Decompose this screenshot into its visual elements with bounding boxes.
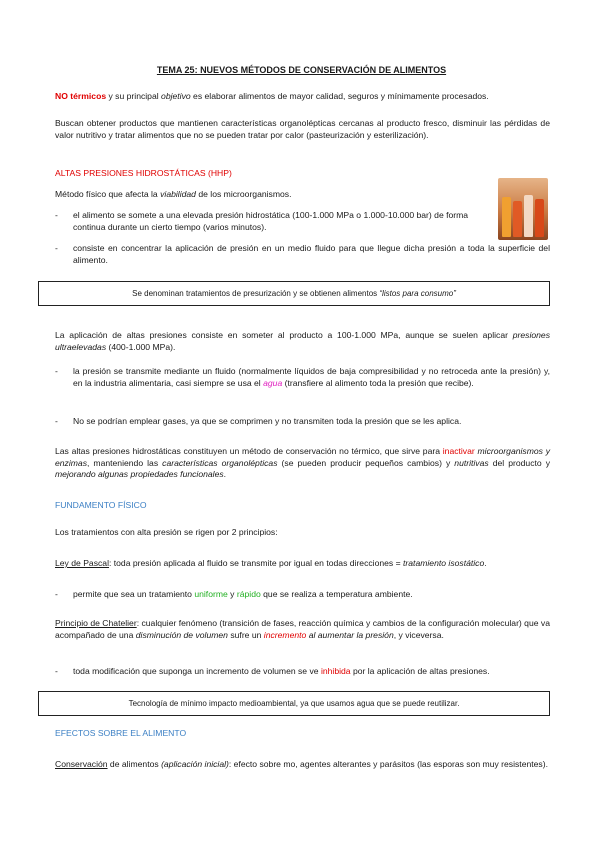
b3-end: (transfiere al alimento toda la presión que recibe). [282,377,474,388]
bullet-dash: - [55,210,58,220]
inactivar-highlight: inactivar [442,446,475,456]
chatelier-text: : cualquier fenómeno (transición de fases, reacción química y cambios de la configuración molecular) que va acompañado de una [55,618,550,640]
chatelier-end: , y viceversa. [393,629,444,640]
impacto-box: Tecnología de mínimo impacto medioambiental, ya que usamos agua que se puede reutilizar. [38,691,550,716]
hhp-paragraph-1 [55,330,550,353]
chatelier-label: Principio de Chatelier [55,618,137,628]
bottle-shape [535,199,544,237]
p1-end: (400-1.000 MPa). [106,341,176,352]
principio-chatelier [55,618,550,641]
p1-text: La aplicación de altas presiones consiste en someter al producto a 100-1.000 MPa, aunque se suelen aplicar [55,330,513,340]
hhp-paragraph-2 [55,446,550,481]
pascal-label: Ley de Pascal [55,558,109,568]
inhibida-highlight: inhibida [320,666,351,676]
bottle-shape [524,195,533,237]
agua-highlight: agua [263,377,283,388]
p2-text: . [223,469,227,479]
def-text-end: de los microorganismos. [195,189,292,199]
fundamento-bullet-2 [73,666,550,678]
viabilidad-italic: viabilidad [160,189,196,199]
bullet-dash: - [55,416,58,426]
p2-italic: nutritivas [454,457,489,468]
pascal-text: : toda presión aplicada al fluido se transmite por igual en todas direcciones = [108,558,404,568]
bullet-dash: - [55,589,58,599]
b2-end: por la aplicación de altas presiones. [350,666,490,676]
hhp-definition [55,189,485,201]
def-text: Método físico que afecta la [55,189,161,199]
hhp-heading: ALTAS PRESIONES HIDROSTÁTICAS (HHP) [55,168,232,178]
b1-text: y [227,589,237,599]
p2-italic: características organolépticas [162,457,278,468]
listos-italic: “listos para consumo” [379,289,456,298]
intro-text-end: es elaborar alimentos de mayor calidad, seguros y mínimamente procesados. [190,91,489,101]
bottles-photo [498,178,548,240]
uniforme-highlight: uniforme [194,589,228,599]
b2-text: toda modificación que suponga un incremento de volumen se ve [73,666,321,676]
box-text: Se denominan tratamientos de presurización y se obtienen alimentos [132,289,380,298]
efectos-text-end: : efecto sobre mo, agentes alterantes y parásitos (las esporas son muy resistentes). [228,759,548,769]
chatelier-italic: al aumentar la presión [306,629,394,640]
intro-paragraph-2: Buscan obtener productos que mantienen características organolépticas cercanas al producto fresco, disminuir las pérdidas de valor nutritivo y tratar alimentos que no se pueden tratar por calor (pasteurización y esterilización). [55,118,550,140]
p2-italic: microorganismos y enzimas [55,446,550,468]
bullet-dash: - [55,666,58,676]
b1-end: que se realiza a temperatura ambiente. [260,589,413,599]
page-title: TEMA 25: NUEVOS MÉTODOS DE CONSERVACIÓN DE ALIMENTOS [156,65,447,75]
objetivo-italic: objetivo [161,91,191,101]
presurizacion-box [38,281,550,306]
chatelier-text: sufre un [227,629,264,640]
aplicacion-italic: (aplicación inicial) [161,759,229,769]
efectos-paragraph [55,759,550,771]
hhp-bullet-1: el alimento se somete a una elevada presión hidrostática (100-1.000 MPa o 1.000-10.000 bar) de forma continua durante un cierto tiempo (varios minutos). [73,210,469,232]
p2-text: Las altas presiones hidrostáticas constituyen un método de conservación no térmico, que sirve para [55,446,443,456]
ultraelevadas-italic: presiones ultraelevadas [55,330,550,352]
isostatico-italic: tratamiento isostático [403,558,485,568]
fundamento-bullet-1 [73,589,550,601]
p2-text: , manteniendo las [87,457,163,468]
intro-paragraph-1 [55,91,550,103]
hhp-bullet-3 [73,366,550,389]
p2-text: (se pueden producir pequeños cambios) y [277,457,455,468]
bottle-shape [513,201,522,237]
efectos-heading: EFECTOS SOBRE EL ALIMENTO [55,728,187,738]
hhp-bullet-2: consiste en concentrar la aplicación de presión en un medio fluido para que llegue dicha presión a toda la superficie del alimento. [73,243,550,265]
chatelier-italic: disminución de volumen [135,629,228,640]
fundamento-intro: Los tratamientos con alta presión se rigen por 2 principios: [55,527,278,537]
bullet-dash: - [55,366,58,376]
b1-text: permite que sea un tratamiento [73,589,195,599]
p2-text: del producto y [488,457,550,468]
fundamento-heading: FUNDAMENTO FÍSICO [55,500,147,510]
incremento-highlight: incremento [263,629,307,640]
efectos-text: de alimentos [107,759,162,769]
bottle-shape [502,197,511,237]
b3-text: la presión se transmite mediante un fluido (normalmente líquidos de baja compresibilidad y no retroceda ante la presión) y, en la industria alimentaria, casi siempre se usa el [73,366,550,388]
ley-pascal [55,558,550,570]
p2-italic: mejorando algunas propiedades funcionales [55,469,224,479]
rapido-highlight: rápido [236,589,261,599]
hhp-bullet-4: No se podrían emplear gases, ya que se comprimen y no transmiten toda la presión que se les aplica. [73,416,462,426]
conservacion-label: Conservación [55,759,108,769]
pascal-end: . [484,558,487,568]
bullet-dash: - [55,243,58,253]
no-termicos-highlight: NO térmicos [55,91,107,101]
intro-text: y su principal [106,91,162,101]
